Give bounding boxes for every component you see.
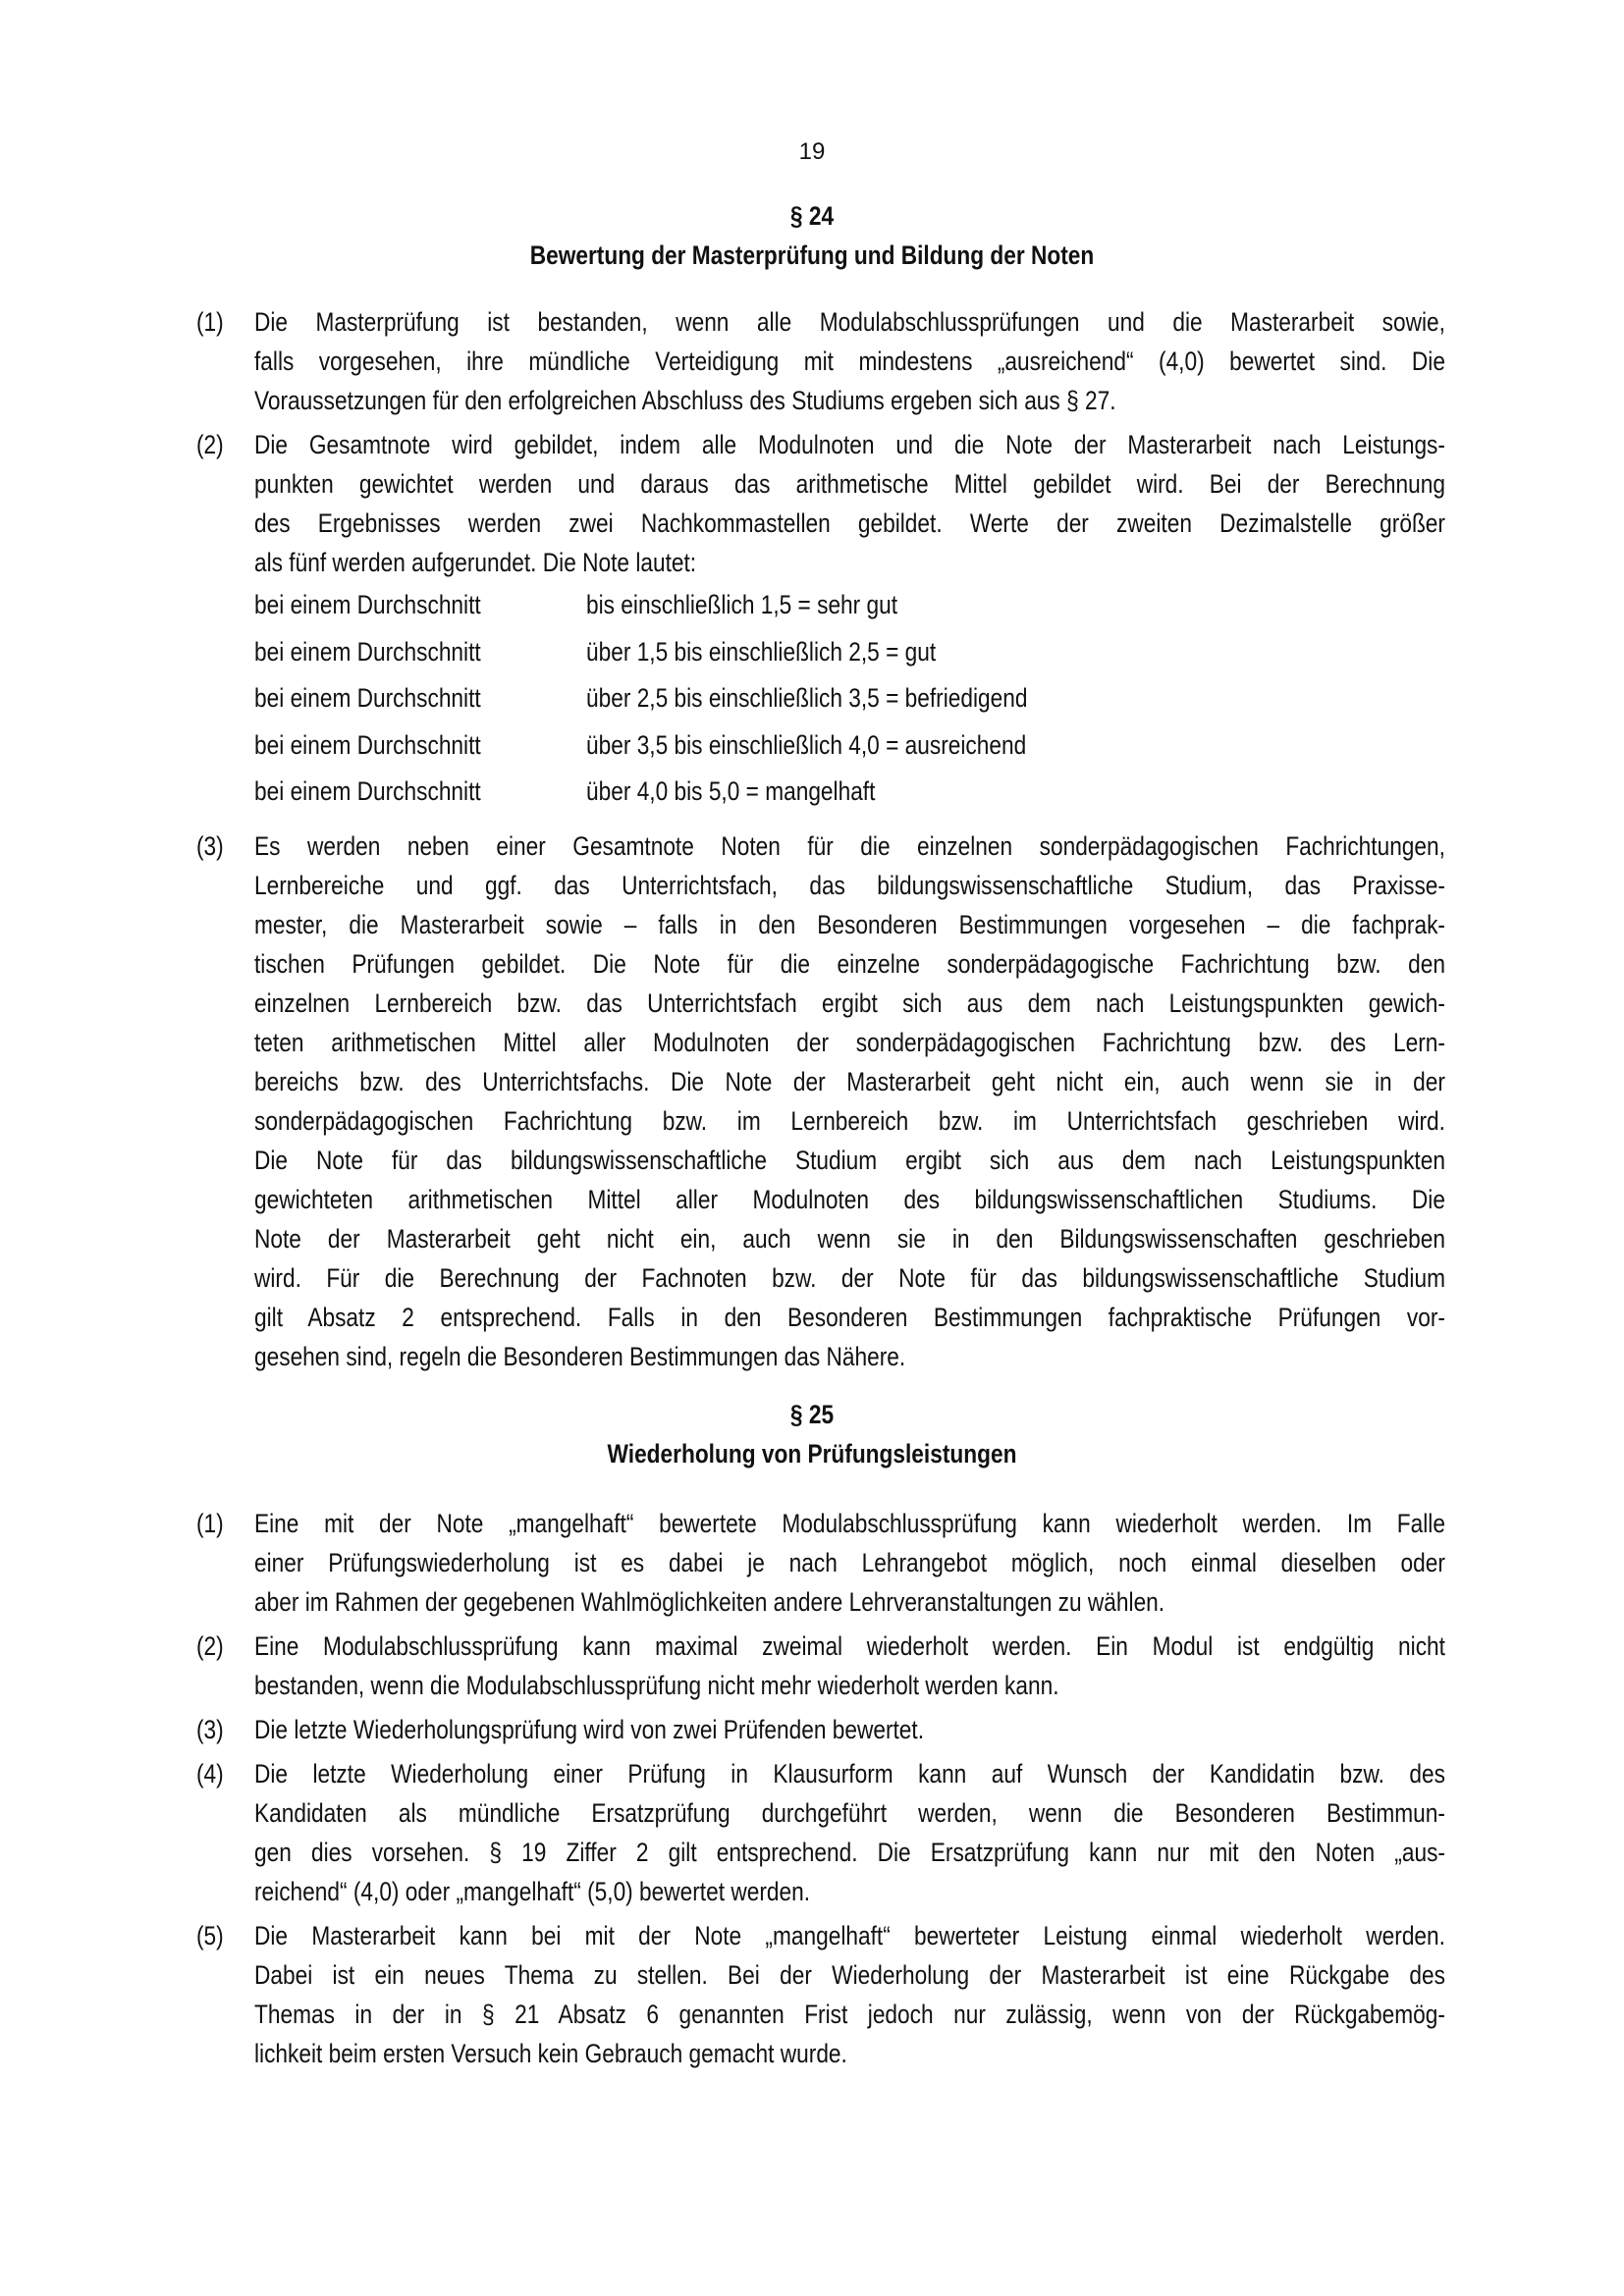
paragraph [196, 302, 1445, 420]
text-line: bestanden, wenn die Modulabschlussprüfung nicht mehr wiederholt werden kann. [254, 1671, 1059, 1700]
grade-prefix: bei einem Durchschnitt [254, 590, 481, 619]
paragraph [196, 827, 1445, 1376]
text-line: Voraussetzungen für den erfolgreichen Abschluss des Studiums ergeben sich aus § 27. [254, 386, 1116, 415]
text-line: Themas in der in § 21 Absatz 6 genannten Frist jedoch nur zulässig, wenn von der Rückgabemög- [254, 2000, 1445, 2029]
grade-row [254, 772, 1445, 819]
text-line: Die Masterarbeit kann bei mit der Note „mangelhaft“ bewerteter Leistung einmal wiederholt werden. [254, 1921, 1445, 1950]
section-25-paragraphs [196, 1504, 1445, 2078]
text-line: Die Masterprüfung ist bestanden, wenn alle Modulabschlussprüfungen und die Masterarbeit sowie, [254, 307, 1445, 337]
section-25-heading [0, 1395, 1624, 1473]
text-line: Note der Masterarbeit geht nicht ein, auch wenn sie in den Bildungswissenschaften geschrieben [254, 1223, 1445, 1254]
section-24-heading [0, 196, 1624, 275]
text-line: Kandidaten als mündliche Ersatzprüfung durchgeführt werden, wenn die Besonderen Bestimmun- [254, 1798, 1445, 1828]
text-line: gewichteten arithmetischen Mittel aller Modulnoten des bildungswissenschaftlichen Studiums. Die [254, 1184, 1445, 1214]
paragraph [196, 1710, 1445, 1749]
text-line: reichend“ (4,0) oder „mangelhaft“ (5,0) bewertet werden. [254, 1877, 811, 1906]
grade-row [254, 678, 1445, 725]
grade-prefix: bei einem Durchschnitt [254, 776, 481, 806]
paragraph-number: (5) [196, 1921, 224, 1950]
text-line: als fünf werden aufgerundet. Die Note lautet: [254, 548, 697, 577]
grade-rule: über 1,5 bis einschließlich 2,5 = gut [586, 636, 937, 667]
text-line: aber im Rahmen der gegebenen Wahlmöglichkeiten andere Lehrveranstaltungen zu wählen. [254, 1587, 1165, 1617]
text-line: gilt Absatz 2 entsprechend. Falls in den Besonderen Bestimmungen fachpraktische Prüfungen vor- [254, 1302, 1445, 1332]
text-line: einer Prüfungswiederholung ist es dabei je nach Lehrangebot möglich, noch einmal dieselben oder [254, 1548, 1445, 1577]
paragraph [196, 425, 1445, 819]
grade-rule: über 2,5 bis einschließlich 3,5 = befriedigend [586, 683, 1028, 713]
grade-row [254, 632, 1445, 679]
text-line: des Ergebnisses werden zwei Nachkommastellen gebildet. Werte der zweiten Dezimalstelle größer [254, 508, 1445, 538]
paragraph-number: (3) [196, 1715, 224, 1744]
text-line: tischen Prüfungen gebildet. Die Note für die einzelne sonderpädagogische Fachrichtung bzw. den [254, 948, 1445, 979]
text-line: gesehen sind, regeln die Besonderen Bestimmungen das Nähere. [254, 1341, 906, 1371]
paragraph [196, 1916, 1445, 2073]
text-line: falls vorgesehen, ihre mündliche Verteidigung mit mindestens „ausreichend“ (4,0) bewertet sind. Die [254, 347, 1445, 376]
grade-row [254, 585, 1445, 632]
section-title: Wiederholung von Prüfungsleistungen [607, 1439, 1017, 1468]
paragraph-number: (1) [196, 307, 224, 337]
text-line: Die Note für das bildungswissenschaftliche Studium ergibt sich aus dem nach Leistungspunkten [254, 1145, 1445, 1175]
text-line: Lernbereiche und ggf. das Unterrichtsfach, das bildungswissenschaftliche Studium, das Praxisse- [254, 870, 1445, 900]
text-line: Eine mit der Note „mangelhaft“ bewertete Modulabschlussprüfung kann wiederholt werden. Im Falle [254, 1509, 1445, 1538]
text-line: sonderpädagogischen Fachrichtung bzw. im Lernbereich bzw. im Unterrichtsfach geschrieben wird. [254, 1105, 1445, 1136]
paragraph [196, 1504, 1445, 1622]
paragraph-number: (3) [196, 830, 224, 861]
text-line: lichkeit beim ersten Versuch kein Gebrauch gemacht wurde. [254, 2039, 847, 2068]
grade-rule: über 3,5 bis einschließlich 4,0 = ausreichend [586, 729, 1027, 760]
grade-prefix: bei einem Durchschnitt [254, 729, 481, 760]
paragraph-number: (2) [196, 430, 224, 459]
text-line: wird. Für die Berechnung der Fachnoten bzw. der Note für das bildungswissenschaftliche Studium [254, 1262, 1445, 1293]
grade-rule: über 4,0 bis 5,0 = mangelhaft [586, 776, 876, 806]
text-line: Die Gesamtnote wird gebildet, indem alle Modulnoten und die Note der Masterarbeit nach Leistungs- [254, 430, 1445, 459]
text-line: Dabei ist ein neues Thema zu stellen. Bei der Wiederholung der Masterarbeit ist eine Rückgabe des [254, 1960, 1445, 1990]
text-line: einzelnen Lernbereich bzw. das Unterrichtsfach ergibt sich aus dem nach Leistungspunkten gewich- [254, 988, 1445, 1018]
grade-rule: bis einschließlich 1,5 = sehr gut [586, 590, 898, 619]
text-line: Eine Modulabschlussprüfung kann maximal zweimal wiederholt werden. Ein Modul ist endgültig nicht [254, 1631, 1445, 1661]
text-line: gen dies vorsehen. § 19 Ziffer 2 gilt entsprechend. Die Ersatzprüfung kann nur mit den Noten „aus- [254, 1838, 1445, 1867]
grade-scale [254, 585, 1445, 819]
text-line: mester, die Masterarbeit sowie – falls in den Besonderen Bestimmungen vorgesehen – die fachprak- [254, 909, 1445, 939]
paragraph-number: (2) [196, 1631, 224, 1661]
text-line: Die letzte Wiederholungsprüfung wird von zwei Prüfenden bewertet. [254, 1715, 925, 1744]
paragraph-number: (1) [196, 1509, 224, 1538]
text-line: bereichs bzw. des Unterrichtsfachs. Die Note der Masterarbeit geht nicht ein, auch wenn sie in der [254, 1066, 1445, 1096]
grade-prefix: bei einem Durchschnitt [254, 683, 481, 713]
grade-row [254, 725, 1445, 773]
paragraph [196, 1627, 1445, 1705]
section-24-paragraphs [196, 302, 1445, 1381]
text-line: Die letzte Wiederholung einer Prüfung in Klausurform kann auf Wunsch der Kandidatin bzw. des [254, 1759, 1445, 1789]
section-title: Bewertung der Masterprüfung und Bildung der Noten [529, 240, 1095, 270]
paragraph-number: (4) [196, 1759, 224, 1789]
text-line: teten arithmetischen Mittel aller Modulnoten der sonderpädagogischen Fachrichtung bzw. des Lern- [254, 1027, 1445, 1057]
grade-prefix: bei einem Durchschnitt [254, 636, 481, 667]
page-number: 19 [798, 138, 826, 165]
text-line: Es werden neben einer Gesamtnote Noten für die einzelnen sonderpädagogischen Fachrichtungen, [254, 830, 1445, 861]
section-number: § 25 [789, 1400, 835, 1429]
paragraph [196, 1754, 1445, 1911]
section-number: § 24 [789, 201, 835, 231]
text-line: punkten gewichtet werden und daraus das arithmetische Mittel gebildet wird. Bei der Berechnung [254, 469, 1445, 499]
